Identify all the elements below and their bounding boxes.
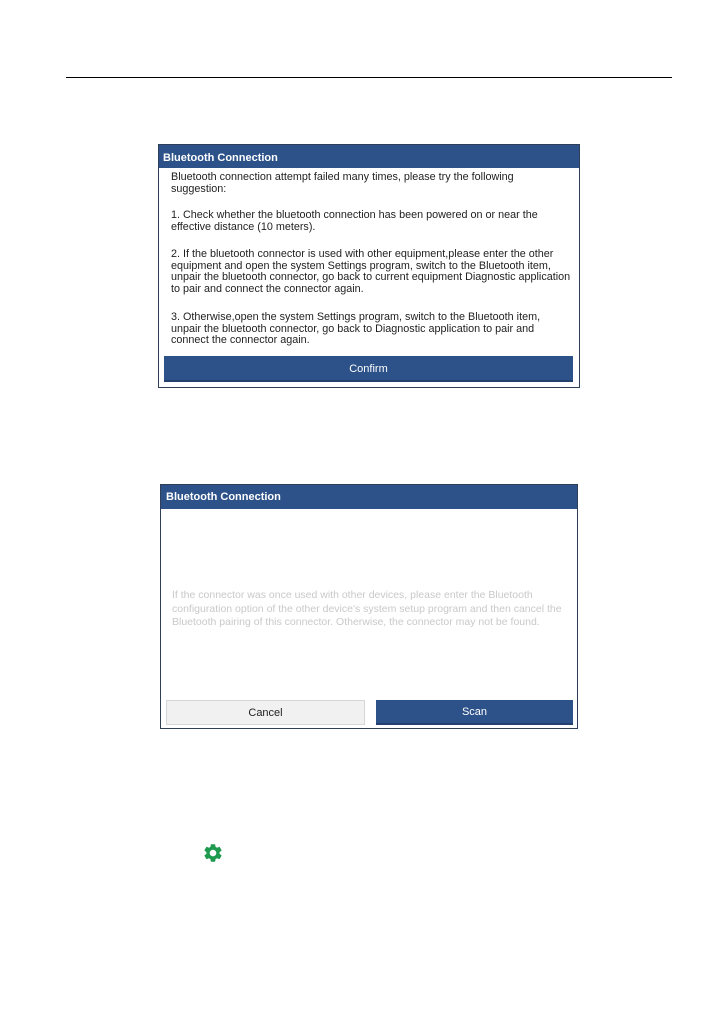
- suggestion-step-3: 3. Otherwise,open the system Settings program, switch to the Bluetooth item, unpair the bluetooth connector, go back to Diagnostic application to pair and connect the connector again.: [171, 311, 541, 346]
- dialog-title: Bluetooth Connection: [159, 145, 579, 168]
- gear-icon: [202, 842, 224, 864]
- pairing-notice-text: If the connector was once used with other devices, please enter the Bluetooth configuration option of the other device's system setup program and then cancel the Bluetooth pairing of this connector. Otherwise, the connector may not be found.: [172, 589, 562, 629]
- bluetooth-scan-dialog: [160, 484, 578, 729]
- dialog-intro-text: Bluetooth connection attempt failed many times, please try the following suggestion:: [171, 171, 514, 195]
- cancel-button[interactable]: Cancel: [166, 700, 365, 725]
- suggestion-step-1: 1. Check whether the bluetooth connection has been powered on or near the effective distance (10 meters).: [171, 209, 538, 233]
- scan-button[interactable]: Scan: [376, 700, 573, 725]
- confirm-button[interactable]: Confirm: [164, 356, 573, 382]
- suggestion-step-2: 2. If the bluetooth connector is used with other equipment,please enter the other equipment and open the system Settings program, switch to the Bluetooth item, unpair the bluetooth connector, go back to current equipment Diagnostic application to pair and connect the connector again.: [171, 248, 571, 295]
- dialog-title: Bluetooth Connection: [161, 485, 577, 509]
- header-rule: [66, 77, 672, 78]
- bluetooth-failed-dialog: [158, 144, 580, 388]
